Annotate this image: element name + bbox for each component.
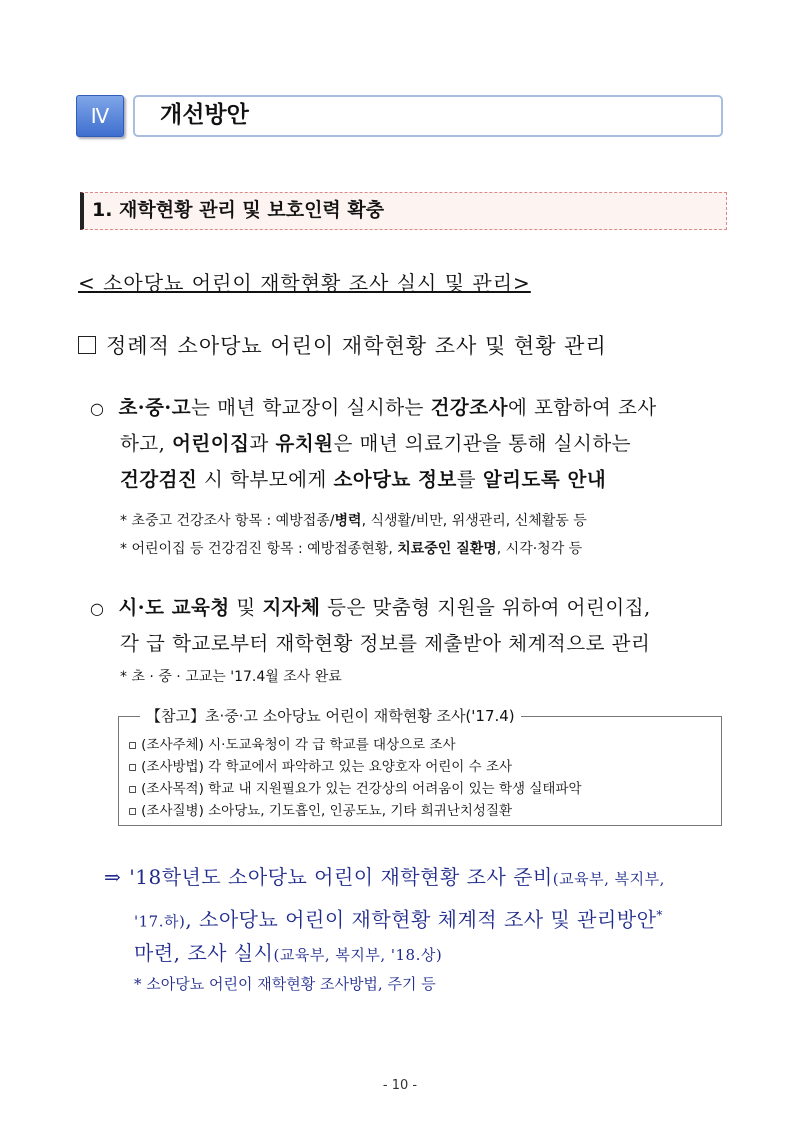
bullet2-text: 및 (229, 596, 263, 619)
conclusion-text: 마련, 조사 실시 (134, 941, 274, 965)
section-number-badge: Ⅳ (76, 95, 124, 137)
note-bold: 병력 (334, 513, 362, 529)
note-text: * 초중고 건강조사 항목 : 예방접종/ (120, 513, 335, 529)
bullet2-term-local-gov: 지자체 (262, 596, 321, 619)
bullet-paragraph-2 (90, 590, 651, 627)
note-text: , 시각·청각 등 (496, 541, 583, 557)
reference-item: ▫ (조사주체) 시·도교육청이 각 급 학교를 대상으로 조사 (128, 734, 582, 756)
bullet1-term-notify: 알리도록 안내 (482, 468, 607, 491)
reference-title: 【참고】초·중·고 소아당뇨 어린이 재학현황 조사('17.4) (140, 706, 521, 726)
bullet1-text: 시 학부모에게 (197, 468, 334, 491)
bullet1-text: 는 매년 학교장이 실시하는 (191, 396, 431, 419)
checkbox-item (78, 330, 607, 362)
bullet1-term-school: 초·중·고 (118, 396, 192, 419)
conclusion-line1 (104, 858, 665, 898)
bullet1-text: 하고, (120, 432, 173, 455)
bullet1-term-checkup: 건강검진 (120, 468, 198, 491)
bullet1-term-info: 소아당뇨 정보 (333, 468, 457, 491)
bullet1-text: 에 포함하여 조사 (507, 396, 657, 419)
conclusion-line3 (134, 934, 442, 974)
conclusion-text: '18학년도 소아당뇨 어린이 재학현황 조사 준비 (129, 865, 553, 889)
reference-item: ▫ (조사목적) 학교 내 지원필요가 있는 건강상의 어려움이 있는 학생 실태파악 (128, 778, 582, 800)
page-number: - 10 - (382, 1078, 418, 1093)
reference-item: ▫ (조사질병) 소아당뇨, 기도흡인, 인공도뇨, 기타 희귀난치성질환 (128, 800, 582, 822)
bullet1-term-daycare: 어린이집 (172, 432, 250, 455)
bullet1-term-survey: 건강조사 (430, 396, 508, 419)
conclusion-agencies: (교육부, 복지부, '18.상) (273, 946, 443, 964)
note-text: * 어린이집 등 건강검진 항목 : 예방접종현황, (120, 541, 398, 557)
note-school-survey (120, 508, 587, 534)
conclusion-text: , 소아당뇨 어린이 재학현황 체계적 조사 및 관리방안 (185, 907, 657, 932)
reference-item: ▫ (조사방법) 각 학교에서 파악하고 있는 요양호자 어린이 수 조사 (128, 756, 582, 778)
right-arrow-icon: ⇒ (104, 865, 122, 889)
conclusion-agencies: '17.하) (134, 912, 186, 931)
bullet1-term-kindergarten: 유치원 (275, 432, 334, 455)
bullet1-text: 를 (456, 468, 483, 491)
bullet1-text: 과 (249, 432, 276, 455)
footnote-marker: * (656, 908, 663, 922)
note-daycare-checkup (120, 536, 582, 562)
bullet2-term-education-office: 시·도 교육청 (118, 596, 230, 619)
bullet2-text: 등은 맞춤형 지원을 위하여 어린이집, (320, 596, 651, 619)
conclusion-footnote: * 소아당뇨 어린이 재학현황 조사방법, 주기 등 (134, 975, 436, 993)
note-bold: 치료중인 질환명 (397, 541, 497, 557)
bullet-paragraph-1-line3 (120, 462, 606, 498)
note-survey-complete: * 초 · 중 · 고교는 '17.4월 조사 완료 (120, 669, 342, 685)
bullet-paragraph-2-line2: 각 급 학교로부터 재학현황 정보를 제출받아 체계적으로 관리 (120, 632, 651, 655)
subsection-title: 1. 재학현황 관리 및 보호인력 확충 (92, 199, 385, 221)
conclusion-agencies: (교육부, 복지부, (552, 870, 665, 888)
bullet1-text: 은 매년 의료기관을 통해 실시하는 (333, 432, 632, 455)
section-title: 개선방안 (160, 102, 249, 128)
reference-list (128, 734, 582, 822)
square-bullet-icon (78, 336, 96, 354)
bullet-paragraph-1 (90, 390, 657, 427)
checkbox-item-text: 정례적 소아당뇨 어린이 재학현황 조사 및 현황 관리 (106, 334, 607, 358)
bullet-paragraph-1-line2 (120, 426, 631, 462)
topic-heading: < 소아당뇨 어린이 재학현황 조사 실시 및 관리> (78, 271, 531, 295)
note-text: , 식생활/비만, 위생관리, 신체활동 등 (361, 513, 587, 529)
circle-bullet-icon: ○ (90, 399, 105, 418)
circle-bullet-icon: ○ (90, 599, 105, 618)
